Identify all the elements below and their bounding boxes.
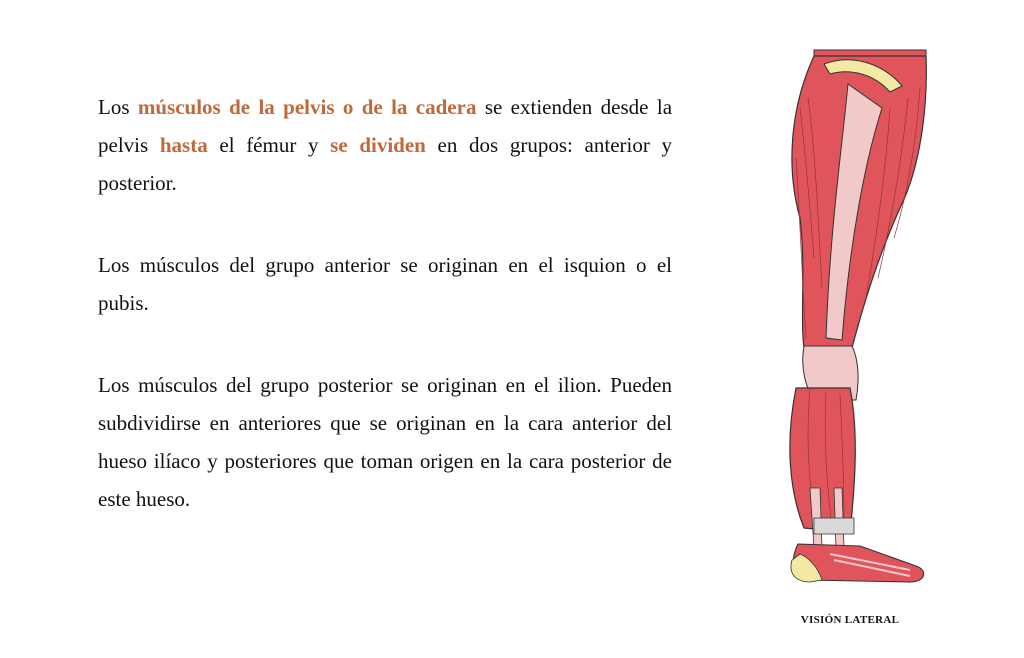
highlight-muscles-pelvis: músculos de la pelvis o de la cadera: [137, 95, 477, 119]
figure-caption: VISIÓN LATERAL: [800, 614, 900, 626]
ankle-retinaculum: [814, 518, 854, 534]
text-segment: el fémur y: [207, 133, 331, 157]
paragraph-intro: [98, 88, 672, 202]
text-segment: en dos grupos: anterior y posterior.: [98, 133, 673, 195]
highlight-hasta: hasta: [159, 133, 208, 157]
paragraph-posterior-group: Los músculos del grupo posterior se originan en el ilion. Pueden subdividirse en anteriores que se originan en la cara anterior del hueso ilíaco y posteriores que toman origen en la cara posterior de este hueso.: [98, 373, 672, 511]
text-column: [98, 88, 672, 562]
lower-leg-muscles: [790, 388, 855, 532]
text-segment: se extienden desde la pelvis: [98, 95, 673, 157]
text-segment: Los: [98, 95, 138, 119]
leg-muscles-illustration: [770, 48, 940, 596]
paragraph-anterior-group: Los músculos del grupo anterior se originan en el isquion o el pubis.: [98, 253, 672, 315]
highlight-se-dividen: se dividen: [330, 133, 426, 157]
